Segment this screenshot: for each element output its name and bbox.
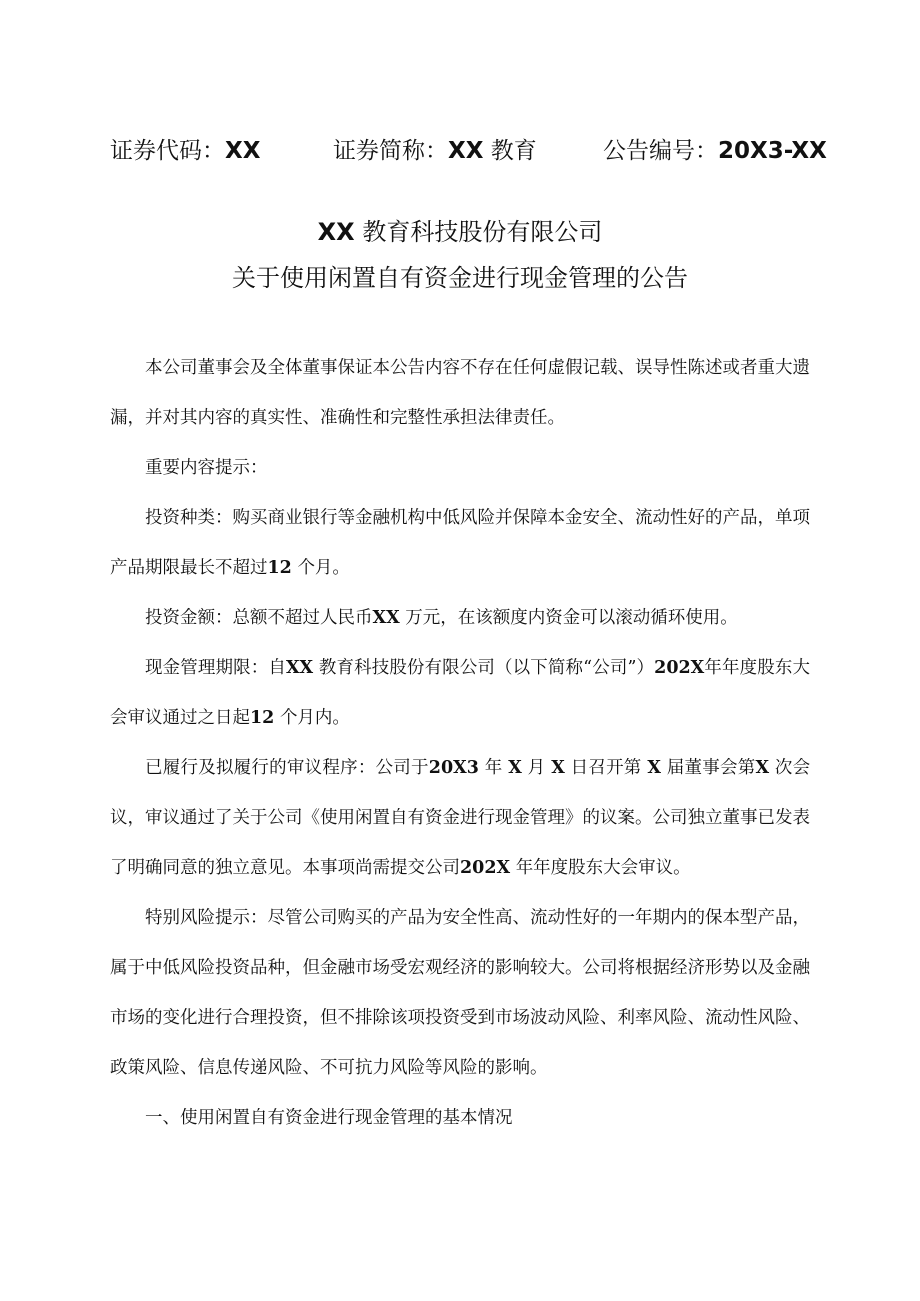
company-title-name: 教育科技股份有限公司 <box>362 218 603 246</box>
investment-type <box>110 493 810 593</box>
procedure-board-text: 届董事会第 <box>666 758 756 778</box>
procedure-tail: 年年度股东大会审议。 <box>515 858 691 878</box>
procedure-meeting-text: 次会议，审议通过了关于公司《使用闲置自有资金进行现金管理》的议案。公司独立董事已发表了明确同意的独立意见。本事项尚需提交公司 <box>110 758 811 878</box>
board-statement: 本公司董事会及全体董事保证本公告内容不存在任何虚假记载、误导性陈述或者重大遗漏，并对其内容的真实性、准确性和完整性承担法律责任。 <box>110 358 810 428</box>
section-heading-1: 一、使用闲置自有资金进行现金管理的基本情况 <box>145 1108 513 1128</box>
announcement-subject: 关于使用闲置自有资金进行现金管理的公告 <box>232 264 688 292</box>
procedure-year: 20X3 <box>428 758 479 778</box>
security-abbreviation-value: XX <box>448 138 484 164</box>
period-company-prefix: XX <box>285 658 314 678</box>
investment-amount-tail: 万元，在该额度内资金可以滚动循环使用。 <box>405 608 738 628</box>
investment-type-text: 投资种类：购买商业银行等金融机构中低风险并保障本金安全、流动性好的产品，单项产品期限最长不超过 <box>110 508 810 578</box>
period-text: 现金管理期限：自 <box>145 658 286 678</box>
procedure-agm-year: 202X <box>460 858 511 878</box>
investment-term-months: 12 <box>267 558 292 578</box>
period-company-name: 教育科技股份有限公司（以下简称“公司”） <box>318 658 655 678</box>
procedure-text: 已履行及拟履行的审议程序：公司于 <box>145 758 429 778</box>
procedure-month-unit: 月 <box>527 758 546 778</box>
procedure-day: X <box>551 758 565 778</box>
notice-number-label: 公告编号： <box>603 138 718 164</box>
period-meeting-text: 年年度股东大会审议通过之日起 <box>110 658 810 728</box>
security-code <box>110 132 260 165</box>
investment-amount <box>110 593 810 643</box>
review-procedure <box>110 743 810 893</box>
period-year: 202X <box>654 658 705 678</box>
procedure-day-text: 日召开第 <box>570 758 642 778</box>
security-abbreviation-label: 证券简称： <box>333 138 448 164</box>
announcement-body <box>110 343 810 1143</box>
header-line <box>0 132 920 168</box>
investment-type-tail: 个月。 <box>297 558 350 578</box>
company-title-prefix: XX <box>317 218 355 246</box>
notice-number-value: 20X3-XX <box>718 138 827 164</box>
investment-amount-text: 投资金额：总额不超过人民币 <box>145 608 373 628</box>
key-content-heading: 重要内容提示： <box>145 458 268 478</box>
security-code-label: 证券代码： <box>110 138 225 164</box>
security-abbreviation-suffix: 教育 <box>490 138 537 164</box>
security-code-value: XX <box>225 138 261 164</box>
management-period <box>110 643 810 743</box>
procedure-meeting-number: X <box>755 758 770 778</box>
notice-number <box>603 132 827 165</box>
period-tail: 个月内。 <box>279 708 350 728</box>
risk-warning: 特别风险提示：尽管公司购买的产品为安全性高、流动性好的一年期内的保本型产品，属于中低风险投资品种，但金融市场受宏观经济的影响较大。公司将根据经济形势以及金融市场的变化进行合理投资，但不排除该项投资受到市场波动风险、利率风险、流动性风险、政策风险、信息传递风险、不可抗力风险等风险的影响。 <box>110 908 810 1078</box>
procedure-year-unit: 年 <box>484 758 503 778</box>
security-abbreviation <box>333 132 537 165</box>
period-months: 12 <box>250 708 275 728</box>
investment-amount-value: XX <box>372 608 400 628</box>
procedure-board-session: X <box>647 758 661 778</box>
procedure-month: X <box>508 758 522 778</box>
company-title <box>0 212 920 247</box>
